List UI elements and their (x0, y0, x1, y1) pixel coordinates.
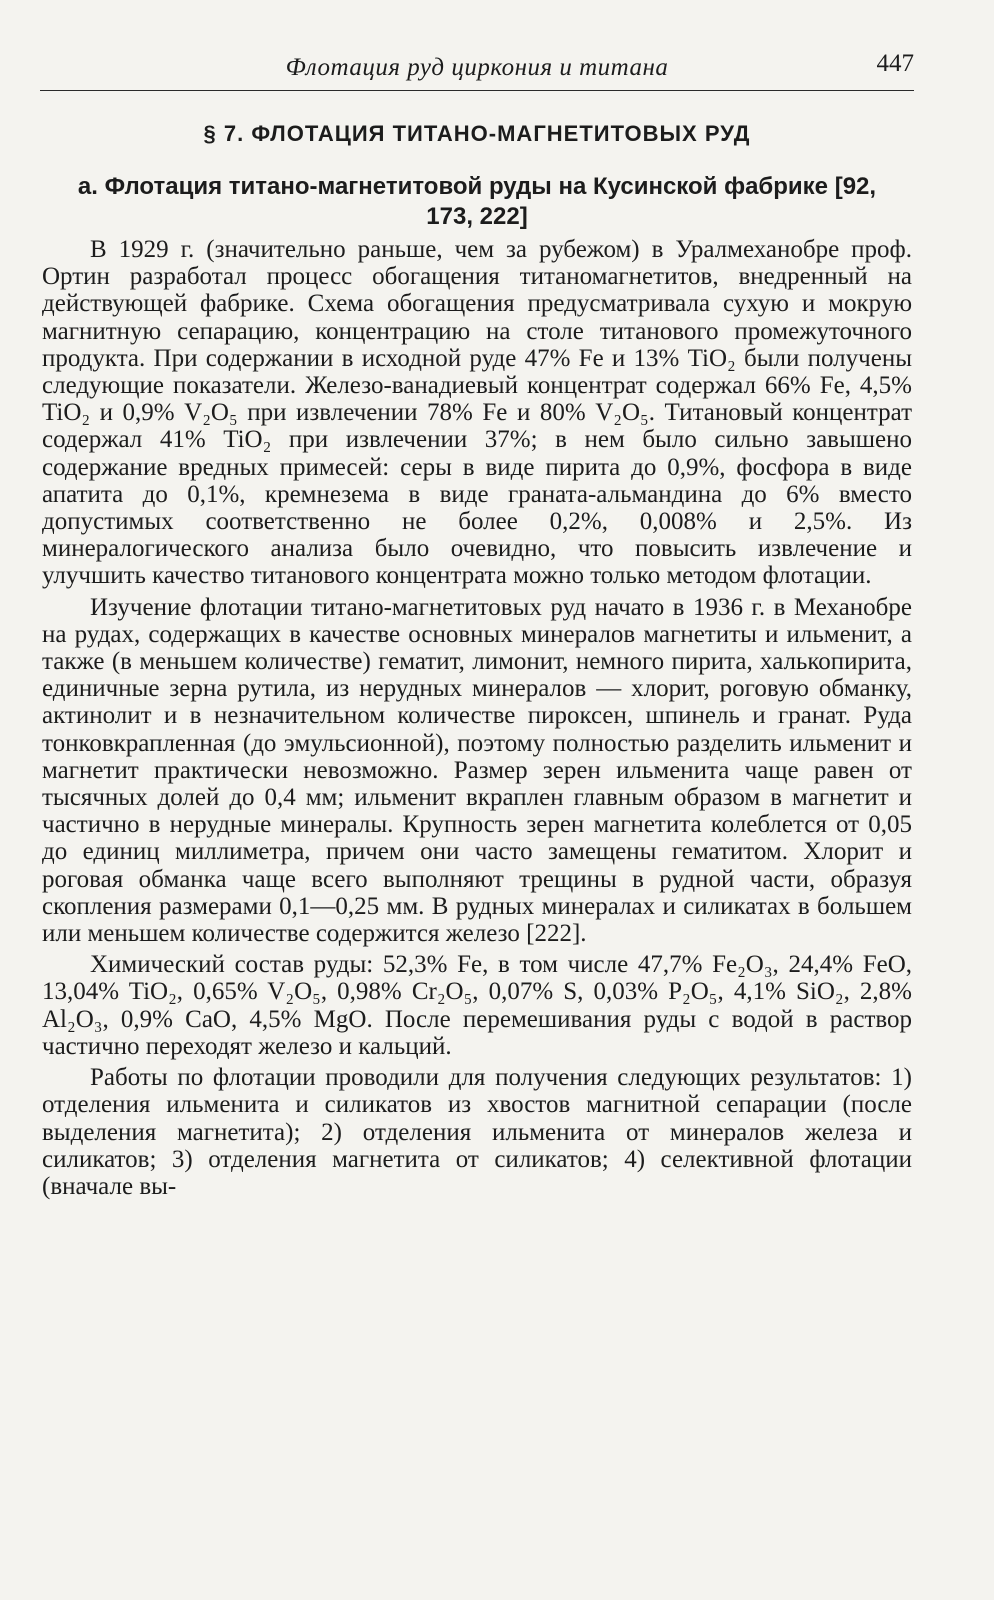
paragraph-1: В 1929 г. (значительно раньше, чем за рубежом) в Уралмеханобре проф. Ортин разработал процесс обогащения титаномагнетитов, внедренный на действующей фабрике. Схема обогащения предусматривала сухую и мокрую магнитную сепарацию, концентрацию на столе титанового промежуточного продукта. При содержании в исходной руде 47% Fe и 13% TiO₂ были получены следующие показатели. Железо-ванадиевый концентрат содержал 66% Fe, 4,5% TiO₂ и 0,9% V₂O₅ при извлечении 78% Fe и 80% V₂O₅. Титановый концентрат содержал 41% TiO₂ при извлечении 37%; в нем было сильно завышено содержание вредных примесей: серы в виде пирита до 0,9%, фосфора в виде апатита до 0,1%, кремнезема в виде граната-альмандина до 6% вместо допустимых соответственно не более 0,2%, 0,008% и 2,5%. Из минералогического анализа было очевидно, что повысить извлечение и улучшить качество титанового концентрата можно только методом флотации. (42, 236, 912, 590)
header-rule (40, 90, 914, 91)
page-number: 447 (876, 50, 914, 77)
paragraph-4: Работы по флотации проводили для получения следующих результатов: 1) отделения ильменита и силикатов из хвостов магнитной сепарации (после выделения магнетита); 2) отделения ильменита от минералов железа и силикатов; 3) отделения магнетита от силикатов; 4) селективной флотации (вначале вы- (42, 1064, 912, 1200)
section-title: § 7. ФЛОТАЦИЯ ТИТАНО-МАГНЕТИТОВЫХ РУД (203, 121, 751, 146)
subsection-title: а. Флотация титано-магнетитовой руды на Кусинской фабрике [92, 173, 222] (77, 173, 877, 230)
paragraph-3: Химический состав руды: 52,3% Fe, в том числе 47,7% Fe₂O₃, 24,4% FeO, 13,04% TiO₂, 0,65% V₂O₅, 0,98% Cr₂O₅, 0,07% S, 0,03% P₂O₅, 4,1% SiO₂, 2,8% Al₂O₃, 0,9% CaO, 4,5% MgO. После перемешивания руды с водой в раствор частично переходят железо и кальций. (42, 951, 912, 1060)
running-header (40, 50, 914, 88)
body-text (42, 236, 912, 1204)
paragraph-2: Изучение флотации титано-магнетитовых руд начато в 1936 г. в Механобре на рудах, содержащих в качестве основных минералов магнетиты и ильменит, а также (в меньшем количестве) гематит, лимонит, немного пирита, халькопирита, единичные зерна рутила, из нерудных минералов — хлорит, роговую обманку, актинолит и в незначительном количестве пироксен, шпинель и гранат. Руда тонковкрапленная (до эмульсионной), поэтому полностью разделить ильменит и магнетит практически невозможно. Размер зерен ильменита чаще равен от тысячных долей до 0,4 мм; ильменит вкраплен главным образом в магнетит и частично в нерудные минералы. Крупность зерен магнетита колеблется от 0,05 до единиц миллиметра, причем они часто замещены гематитом. Хлорит и роговая обманка чаще всего выполняют трещины в рудной части, образуя скопления размерами 0,1—0,25 мм. В рудных минералах и силикатах в большем или меньшем количестве содержится железо [222]. (42, 593, 912, 948)
running-title: Флотация руд циркония и титана (285, 54, 669, 81)
